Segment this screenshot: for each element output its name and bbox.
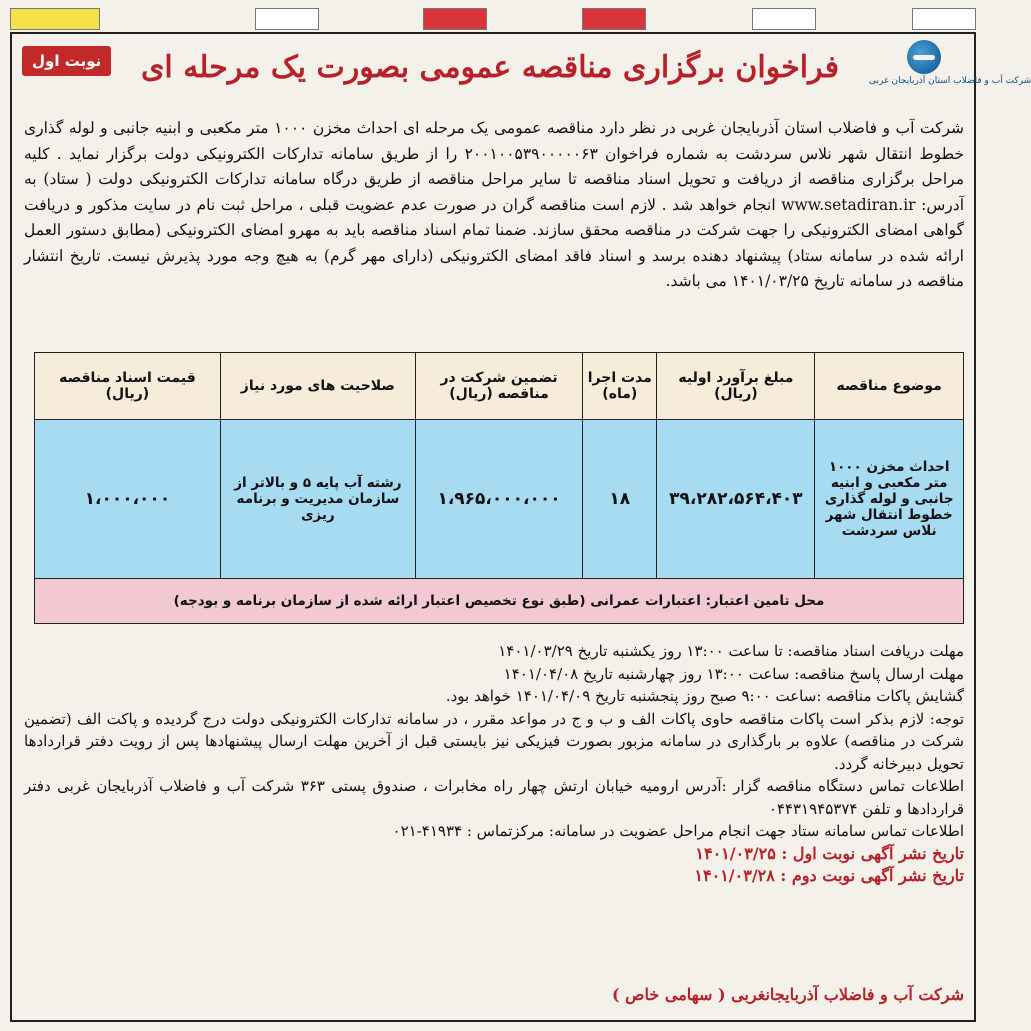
header-guarantee: تضمین شرکت در مناقصه (ریال): [415, 353, 582, 420]
header-subject: موضوع مناقصه: [815, 353, 964, 420]
cell-subject: احداث مخزن ۱۰۰۰ متر مکعبی و ابنیه جانبی و لوله گذاری خطوط انتقال شهر نلاس سردشت: [815, 420, 964, 579]
swatch-white-2: [752, 8, 816, 30]
table-row: [35, 420, 964, 579]
cell-doc-price: ۱،۰۰۰،۰۰۰: [35, 420, 221, 579]
swatch-yellow: [10, 8, 100, 30]
deadline-receive: مهلت دریافت اسناد مناقصه: تا ساعت ۱۳:۰۰ روز یکشنبه تاریخ ۱۴۰۱/۰۳/۲۹: [498, 642, 964, 660]
details-section: [24, 640, 964, 888]
publish-first: تاریخ نشر آگهی نوبت اول : ۱۴۰۱/۰۳/۲۵: [695, 843, 964, 863]
note-paragraph: توجه: لازم بذکر است پاکات مناقصه حاوی پاکات الف و ب و ج در مواعد مقرر ، در سامانه تدارکات الکترونیکی دولت درج گردیده و پاکت الف (تضمین شرکت در مناقصه) علاوه بر بارگذاری در سامانه مزبور بصورت فیزیکی نیز بایستی قبل از آخرین مهلت ارسال پیشنهادها پس از رویت دفتر قراردادها تحویل دبیرخانه گردد.: [24, 709, 964, 773]
table-header-row: [35, 353, 964, 420]
swatch-white-3: [912, 8, 976, 30]
deadline-opening: گشایش پاکات مناقصه :ساعت ۹:۰۰ صبح روز پنجشنبه تاریخ ۱۴۰۱/۰۴/۰۹ خواهد بود.: [445, 687, 964, 705]
swatch-white: [255, 8, 319, 30]
cell-guarantee: ۱،۹۶۵،۰۰۰،۰۰۰: [415, 420, 582, 579]
cell-estimate: ۳۹،۲۸۲،۵۶۴،۴۰۳: [657, 420, 815, 579]
swatch-red-2: [582, 8, 646, 30]
funding-row: [35, 579, 964, 624]
company-signature: شرکت آب و فاضلاب آذربایجانغربی ( سهامی خاص ): [612, 985, 964, 1004]
contact-setad: اطلاعات تماس سامانه ستاد جهت انجام مراحل عضویت در سامانه: مرکزتماس : ۴۱۹۳۴-۰۲۱: [392, 822, 964, 840]
cell-qualification: رشته آب پایه ۵ و بالاتر از سازمان مدیریت و برنامه ریزی: [220, 420, 415, 579]
round-badge: نوبت اول: [22, 46, 111, 76]
deadline-submit: مهلت ارسال پاسخ مناقصه: ساعت ۱۳:۰۰ روز چهارشنبه تاریخ ۱۴۰۱/۰۴/۰۸: [503, 664, 964, 683]
contact-authority: اطلاعات تماس دستگاه مناقصه گزار :آدرس ارومیه خیابان ارتش چهار راه مخابرات ، صندوق پستی ۳۶۳ شرکت آب و فاضلاب آذربایجان غربی دفتر قراردادها و تلفن ۰۴۴۳۱۹۴۵۳۷۴: [24, 777, 964, 818]
header-duration: مدت اجرا (ماه): [583, 353, 657, 420]
swatch-red: [423, 8, 487, 30]
color-calibration-strip: [0, 6, 993, 30]
water-drop-icon: [907, 40, 941, 74]
header-estimate: مبلغ برآورد اولیه (ریال): [657, 353, 815, 420]
funding-cell: محل تامین اعتبار: اعتبارات عمرانی (طبق نوع تخصیص اعتبار ارائه شده از سازمان برنامه و بودجه): [35, 579, 964, 624]
header-qualification: صلاحیت های مورد نیاز: [220, 353, 415, 420]
company-logo: [869, 40, 1031, 92]
intro-paragraph: شرکت آب و فاضلاب استان آذربایجان غربی در نظر دارد مناقصه عمومی یک مرحله ای احداث مخزن ۱۰۰۰ متر مکعبی و ابنیه جانبی و لوله گذاری خطوط انتقال شهر نلاس سردشت به شماره فراخوان ۲۰۰۱۰۰۵۳۹۰۰۰۰۰۶۳ را از طریق سامانه تدارکات الکترونیکی دولت برگزار نماید . کلیه مراحل برگزاری مناقصه از دریافت و تحویل اسناد مناقصه تا سایر مراحل مناقصه از طریق درگاه سامانه تدارکات الکترونیکی دولت ( ستاد) به آدرس: www.setadiran.ir انجام خواهد شد . لازم است مناقصه گران در صورت عدم عضویت قبلی ، مراحل ثبت نام در سایت مذکور و دریافت گواهی امضای الکترونیکی را جهت شرکت در مناقصه محقق سازند. ضمنا تمام اسناد مناقصه باید به مهرو امضای الکترونیکی (مطابق دستور العمل ارائه شده در سامانه ستاد) پیشنهاد دهنده برسد و اسناد فاقد امضای الکترونیکی (دارای مهر گرم) به هیچ وجه مورد پذیرش نیست. تاریخ انتشار مناقصه در سامانه تاریخ ۱۴۰۱/۰۳/۲۵ می باشد.: [24, 119, 965, 290]
tender-table: [34, 352, 964, 624]
publish-second: تاریخ نشر آگهی نوبت دوم : ۱۴۰۱/۰۳/۲۸: [694, 866, 964, 885]
page-title: فراخوان برگزاری مناقصه عمومی بصورت یک مرحله ای: [140, 50, 840, 85]
cell-duration: ۱۸: [583, 420, 657, 579]
logo-caption: شرکت آب و فاضلاب استان آذربایجان غربی: [869, 76, 1031, 86]
header-doc-price: قیمت اسناد مناقصه (ریال): [35, 353, 221, 420]
